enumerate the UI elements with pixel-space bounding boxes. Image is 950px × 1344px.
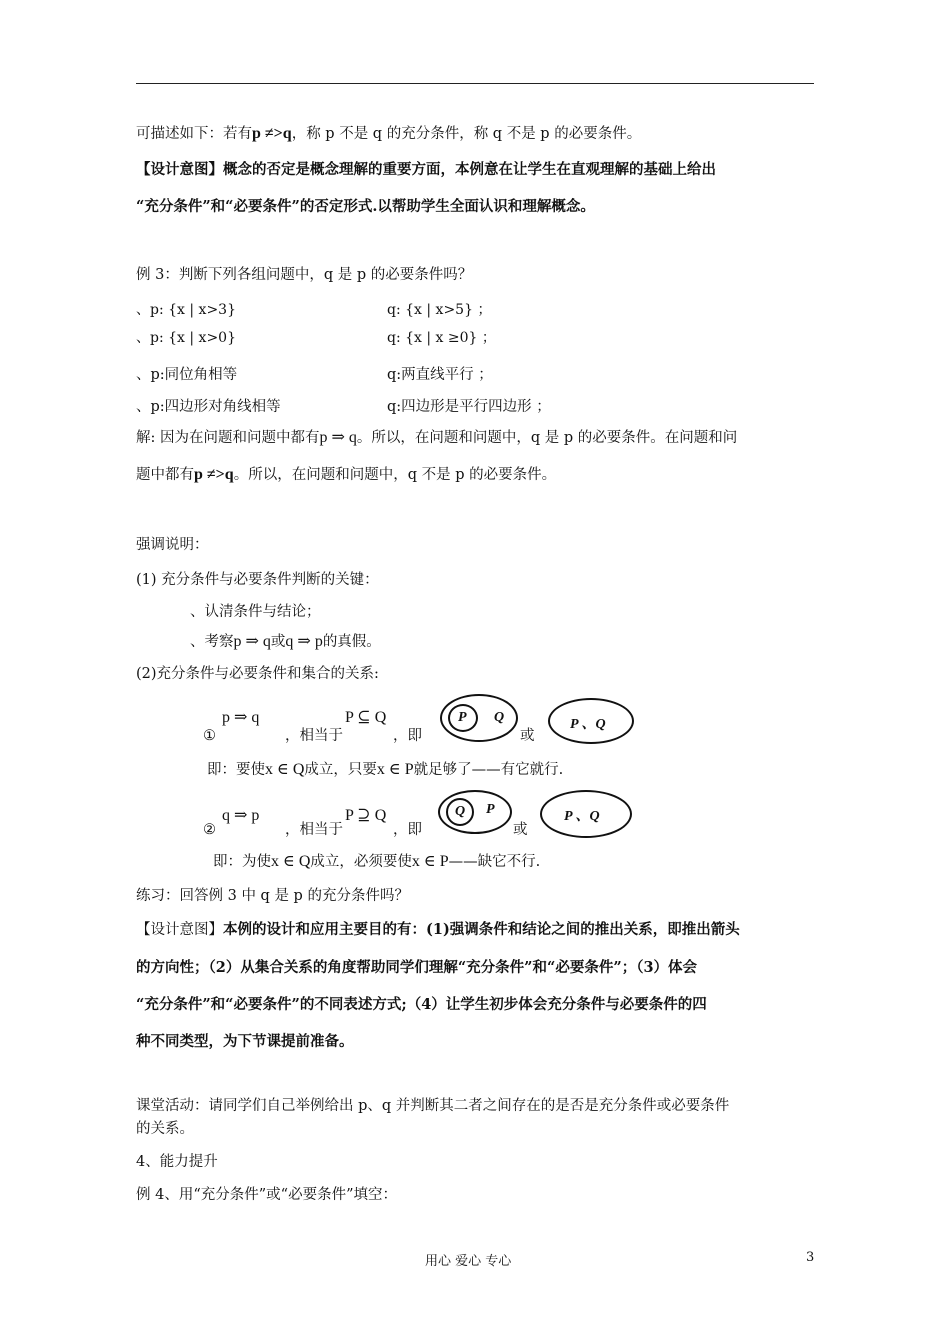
text: ，相当于 bbox=[285, 728, 343, 744]
item-q: q:两直线平行 ； bbox=[387, 367, 493, 383]
item-p: 、p:四边形对角线相等 bbox=[136, 399, 281, 415]
math-expr: P ⊆ Q bbox=[345, 709, 387, 726]
case-number: ① bbox=[203, 728, 216, 744]
explanation-line: 即：要使x ∈ Q成立，只要x ∈ P就足够了——有它就行. bbox=[207, 761, 564, 778]
math-expr: P ⊇ Q bbox=[345, 807, 387, 824]
example-title: 例 3：判断下列各组问题中，q 是 p 的必要条件吗？ bbox=[136, 267, 473, 283]
design-intent-line: 的方向性；（2）从集合关系的角度帮助同学们理解“充分条件”和“必要条件”；（3）体会 bbox=[136, 959, 698, 976]
venn-diagram-equal: P 、Q bbox=[548, 698, 634, 744]
text: 或 bbox=[513, 822, 528, 838]
emphasis-item: (2)充分条件与必要条件和集合的关系: bbox=[136, 666, 379, 682]
emphasis-title: 强调说明： bbox=[136, 537, 209, 553]
solution-line: 题中都有p ≠>q。所以，在问题和问题中，q 不是 p 的必要条件。 bbox=[136, 466, 557, 483]
math-expr: p ≠>q bbox=[252, 125, 292, 142]
solution-line: 解: 因为在问题和问题中都有p ⇒ q。所以，在问题和问题中，q 是 p 的必要条件。在问题和问 bbox=[136, 429, 738, 446]
emphasis-subitem: 、认清条件与结论； bbox=[190, 604, 321, 620]
text: ，相当于 bbox=[285, 822, 343, 838]
venn-diagram-superset: Q P bbox=[438, 790, 512, 834]
math-expr: q ⇒ p bbox=[222, 807, 260, 824]
example-title: 例 4、用“充分条件”或“必要条件”填空： bbox=[136, 1187, 397, 1203]
case-number: ② bbox=[203, 822, 216, 838]
activity-line: 的关系。 bbox=[136, 1121, 194, 1137]
section-heading: 4、能力提升 bbox=[136, 1154, 218, 1170]
text: ，即 bbox=[393, 728, 422, 744]
item-q: q: {x | x ≥0} ； bbox=[387, 330, 496, 346]
emphasis-item: (1) 充分条件与必要条件判断的关键： bbox=[136, 572, 379, 588]
text-line: 可描述如下：若有p ≠>q，称 p 不是 q 的充分条件，称 q 不是 p 的必要条件。 bbox=[136, 125, 642, 142]
item-p: 、p: {x | x>3} bbox=[136, 302, 236, 318]
footer-motto: 用心 爱心 专心 bbox=[425, 1254, 512, 1269]
text: 或 bbox=[520, 728, 535, 744]
header-rule bbox=[136, 83, 814, 84]
item-p: 、p:同位角相等 bbox=[136, 367, 238, 383]
venn-diagram-subset: P Q bbox=[440, 694, 518, 742]
emphasis-subitem: 、考察p ⇒ q或q ⇒ p的真假。 bbox=[190, 633, 381, 650]
page-number: 3 bbox=[806, 1250, 815, 1265]
math-expr: p ⇒ q bbox=[222, 709, 260, 726]
design-intent-line: 种不同类型，为下节课提前准备。 bbox=[136, 1033, 354, 1050]
activity-line: 课堂活动：请同学们自己举例给出 p、q 并判断其二者之间存在的是否是充分条件或必要条件 bbox=[136, 1098, 730, 1114]
design-intent-line: “充分条件”和“必要条件”的否定形式.以帮助学生全面认识和理解概念。 bbox=[136, 198, 595, 215]
explanation-line: 即：为使x ∈ Q成立，必须要使x ∈ P——缺它不行. bbox=[213, 853, 541, 870]
design-intent-line: 【设计意图】概念的否定是概念理解的重要方面，本例意在让学生在直观理解的基础上给出 bbox=[136, 161, 716, 178]
design-intent-line: 【设计意图】本例的设计和应用主要目的有：(1)强调条件和结论之间的推出关系，即推出箭头 bbox=[136, 921, 740, 938]
venn-inner-circle: Q bbox=[446, 798, 474, 826]
practice-line: 练习：回答例 3 中 q 是 p 的充分条件吗？ bbox=[136, 888, 409, 904]
item-q: q:四边形是平行四边形 ； bbox=[387, 399, 551, 415]
venn-inner-circle: P bbox=[448, 704, 478, 732]
design-intent-line: “充分条件”和“必要条件”的不同表述方式;（4）让学生初步体会充分条件与必要条件的四 bbox=[136, 996, 707, 1013]
item-p: 、p: {x | x>0} bbox=[136, 330, 236, 346]
venn-diagram-equal: P 、Q bbox=[540, 790, 632, 838]
item-q: q: {x | x>5} ； bbox=[387, 302, 492, 318]
text: ，即 bbox=[393, 822, 422, 838]
